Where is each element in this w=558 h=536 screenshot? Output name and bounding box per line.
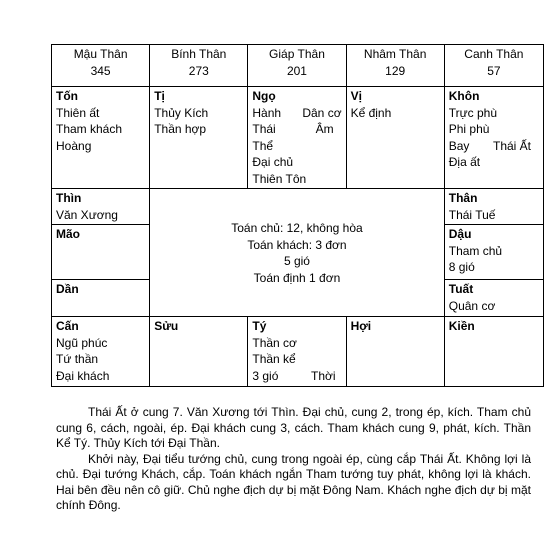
palace-than (444, 189, 543, 225)
palace-line-part: Thái Ất (492, 138, 531, 153)
commentary-paragraph: Thái Ất ở cung 7. Văn Xương tới Thìn. Đại chủ, cung 2, trong ép, kích. Tham chủ cung 6, cách, ngoài, ép. Đại khách cung 3, cách. Tham khách cung 9, phát, kích. Thần Kể Tý. Thủy Kích tới Đại Thần. (56, 405, 531, 450)
palace-hoi (346, 317, 444, 387)
palace-line (252, 105, 341, 122)
header-name: Nhâm Thân (363, 47, 427, 61)
palace-name: Cấn (56, 319, 79, 333)
palace-thin (52, 189, 150, 225)
palace-kien (444, 317, 543, 387)
palace-line-part: Thời (311, 368, 336, 383)
palace-name: Kiền (448, 319, 475, 333)
palace-line: Phi phù (448, 122, 490, 136)
header-name: Bính Thân (171, 47, 227, 61)
header-cell-canh-than (444, 45, 543, 87)
palace-name: Tuất (448, 282, 474, 296)
palace-name: Khôn (448, 89, 480, 103)
palace-line (252, 121, 341, 138)
palace-dan (52, 280, 150, 317)
palace-line: Ngũ phúc (56, 335, 108, 350)
palace-line: Thái Tuế (448, 207, 496, 222)
palace-line-part: Thái (252, 122, 276, 136)
palace-dau (444, 225, 543, 280)
palace-name: Mão (56, 227, 80, 241)
palace-line: Hoàng (56, 138, 92, 153)
palace-can (52, 317, 150, 387)
palace-mao (52, 225, 150, 280)
palace-line: Thần hợp (154, 122, 207, 136)
palace-line: Thiên ất (56, 105, 100, 120)
header-name: Canh Thân (464, 47, 524, 61)
palace-line: 8 gió (448, 260, 475, 274)
commentary (56, 405, 531, 514)
header-cell-binh-than (150, 45, 248, 87)
palace-line: Trực phù (448, 105, 498, 120)
palace-line: Tham khách (56, 122, 123, 136)
header-number: 201 (286, 63, 307, 78)
palace-line: Quân cơ (448, 298, 496, 313)
header-cell-mau-than (52, 45, 150, 87)
header-number: 129 (385, 63, 406, 78)
palace-line-part: Bay (448, 138, 470, 153)
palace-line-part: Dân cơ (302, 105, 342, 120)
palace-name: Tị (154, 89, 165, 103)
header-number: 345 (90, 63, 111, 78)
header-number: 57 (487, 63, 501, 78)
palace-name: Dần (56, 282, 79, 296)
palace-line: Địa ất (448, 155, 481, 169)
header-number: 273 (188, 63, 209, 78)
palace-line-part: 3 gió (252, 368, 279, 383)
palace-ty (248, 317, 346, 387)
palace-vi (346, 87, 444, 189)
palace-ton (52, 87, 150, 189)
palace-name: Dậu (448, 227, 472, 241)
header-name: Mậu Thân (73, 47, 128, 61)
header-cell-giap-than (248, 45, 346, 87)
palace-line: Đại khách (56, 368, 110, 383)
summary-line: Toán khách: 3 đơn (247, 237, 347, 252)
palace-suu (150, 317, 248, 387)
palace-line: Đại chủ (252, 155, 294, 169)
palace-ngo (248, 87, 346, 189)
palace-khon (444, 87, 543, 189)
palace-line: Thể (252, 138, 274, 153)
palace-line: Thần cơ (252, 335, 297, 350)
header-cell-nham-than (346, 45, 444, 87)
palace-name: Tốn (56, 89, 78, 103)
palace-line-part: Âm (315, 122, 334, 136)
summary-line: 5 gió (283, 254, 310, 268)
header-name: Giáp Thân (269, 47, 325, 61)
summary-line: Toán định 1 đơn (253, 270, 341, 285)
palace-ti (150, 87, 248, 189)
palace-line (449, 138, 539, 155)
palace-line (252, 368, 341, 385)
palace-line: Tứ thần (56, 352, 99, 366)
summary-line: Toán chủ: 12, không hòa (231, 221, 363, 235)
palace-name: Tý (252, 319, 267, 333)
palace-line: Thiên Tôn (252, 171, 307, 186)
palace-tuat (444, 280, 543, 317)
commentary-paragraph: Khởi này, Đại tiểu tướng chủ, cung trong ngoài ép, cùng cắp Thái Ất. Không lợi là chủ. Đại tướng Khách, cắp. Toán khách ngắn Tham tướng tuy phát, không lợi là khách. Hai bên đều nên cô giữ. Chủ nghe địch dự bị mặt Đông Nam. Khách nghe địch dự bị mặt chính Đông. (56, 451, 531, 512)
palace-line: Tham chủ (448, 243, 503, 258)
palace-name: Ngọ (252, 89, 276, 103)
palace-name: Thân (448, 191, 478, 205)
palace-name: Sửu (154, 319, 179, 333)
palace-name: Hợi (350, 319, 372, 333)
center-summary (150, 189, 445, 317)
palace-line: Thần kể (252, 352, 296, 366)
palace-name: Vị (350, 89, 362, 103)
palace-line: Thủy Kích (154, 105, 209, 120)
palace-name: Thìn (56, 191, 82, 205)
palace-line: Văn Xương (56, 207, 118, 222)
palace-line-part: Hành (252, 105, 282, 120)
palace-line: Kể định (350, 105, 392, 120)
divination-grid (51, 44, 544, 387)
